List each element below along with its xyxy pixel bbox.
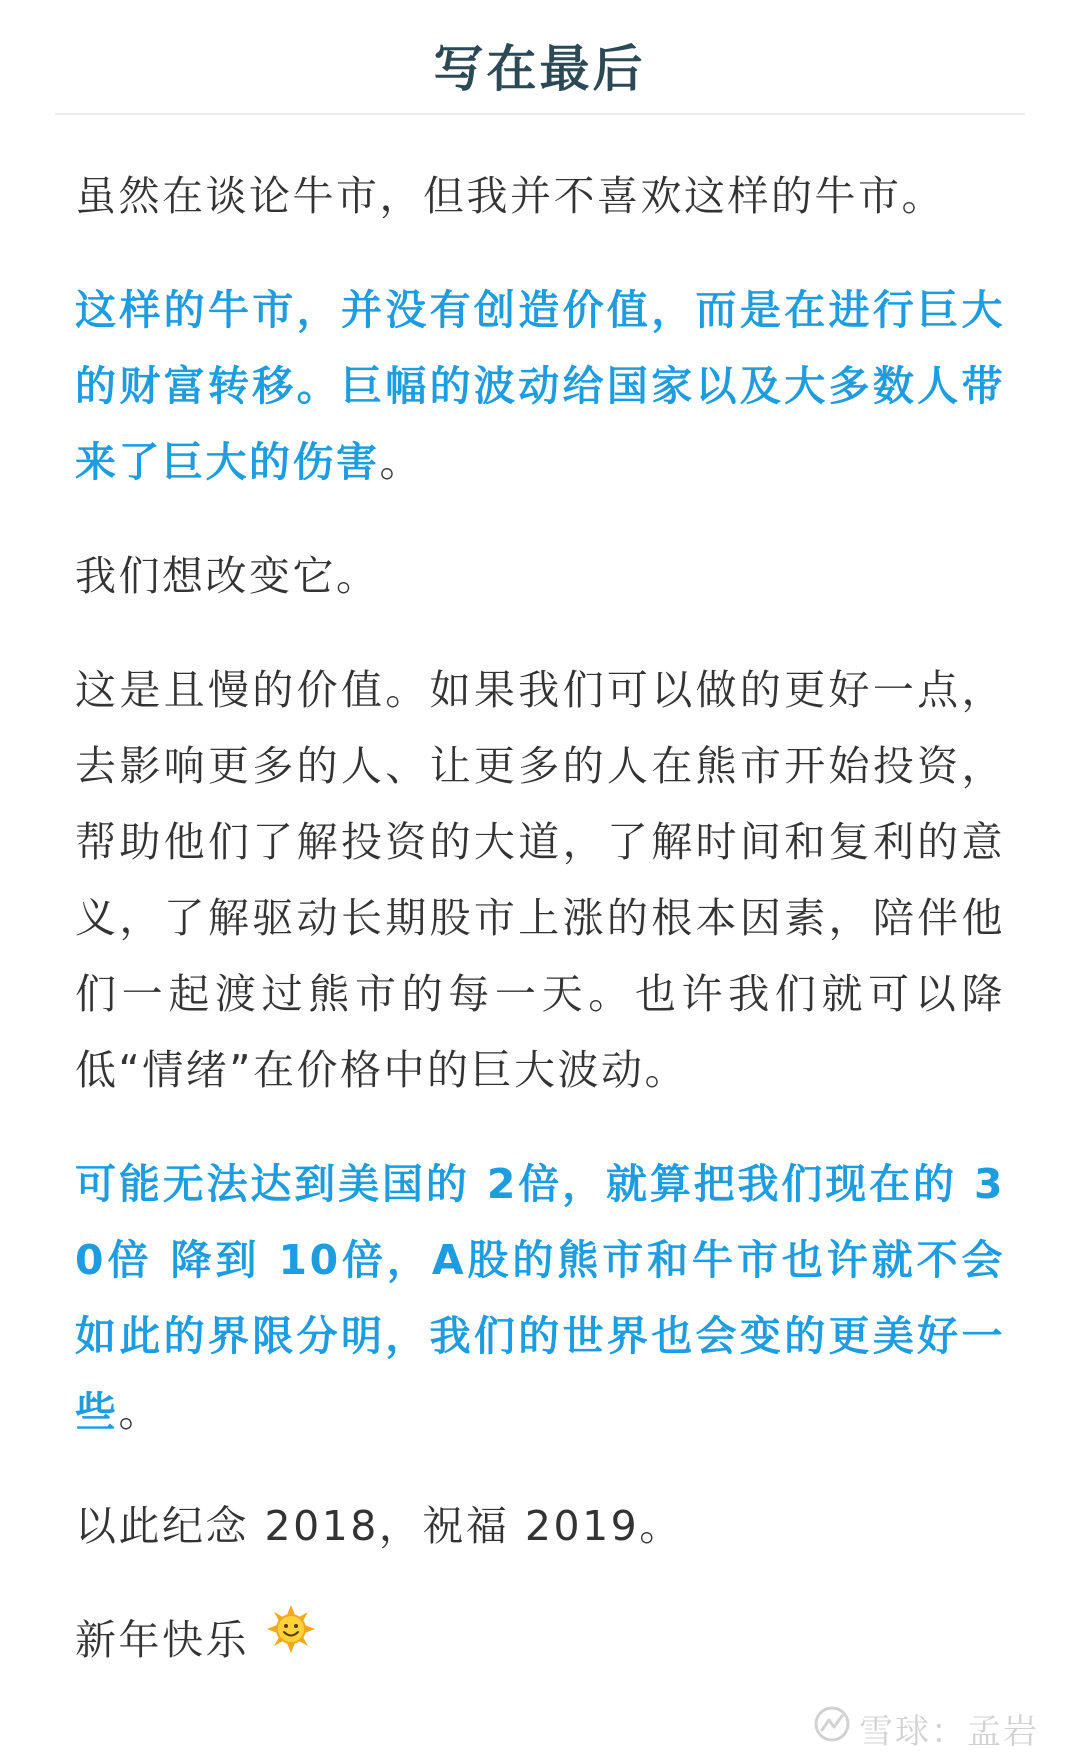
paragraph-intro: 虽然在谈论牛市，但我并不喜欢这样的牛市。 bbox=[75, 172, 945, 220]
paragraph-new-year bbox=[75, 1602, 1005, 1678]
snowball-logo-icon bbox=[813, 1705, 851, 1752]
highlight-text: 可能无法达到美国的 2倍，就算把我们现在的 30倍 降到 10倍，A股的熊市和牛市也许就不会如此的界限分明，我们的世界也会变的更美好一些 bbox=[75, 1160, 1005, 1436]
paragraph-highlight-valuation bbox=[75, 1146, 1005, 1450]
watermark bbox=[813, 1704, 1039, 1753]
new-year-text: 新年快乐 bbox=[75, 1616, 249, 1664]
paragraph-value: 这是且慢的价值。如果我们可以做的更好一点，去影响更多的人、让更多的人在熊市开始投资，帮助他们了解投资的大道，了解时间和复利的意义，了解驱动长期股市上涨的根本因素，陪伴他们一起渡过熊市的每一天。也许我们就可以降低“情绪”在价格中的巨大波动。 bbox=[75, 666, 1005, 1094]
title-divider bbox=[55, 113, 1025, 115]
article-body bbox=[75, 158, 1005, 1678]
sun-smile-icon bbox=[267, 1601, 315, 1677]
highlight-text: 这样的牛市，并没有创造价值，而是在进行巨大的财富转移。巨幅的波动给国家以及大多数人带来了巨大的伤害 bbox=[75, 286, 1005, 486]
page-title: 写在最后 bbox=[433, 40, 646, 98]
watermark-text: 雪球：孟岩 bbox=[859, 1712, 1039, 1752]
paragraph-commemorate: 以此纪念 2018，祝福 2019。 bbox=[75, 1502, 683, 1550]
paragraph-highlight-wealth-transfer bbox=[75, 272, 1005, 500]
paragraph-end-mark: 。 bbox=[379, 438, 423, 486]
paragraph-change: 我们想改变它。 bbox=[75, 552, 380, 600]
paragraph-end-mark: 。 bbox=[118, 1388, 162, 1436]
